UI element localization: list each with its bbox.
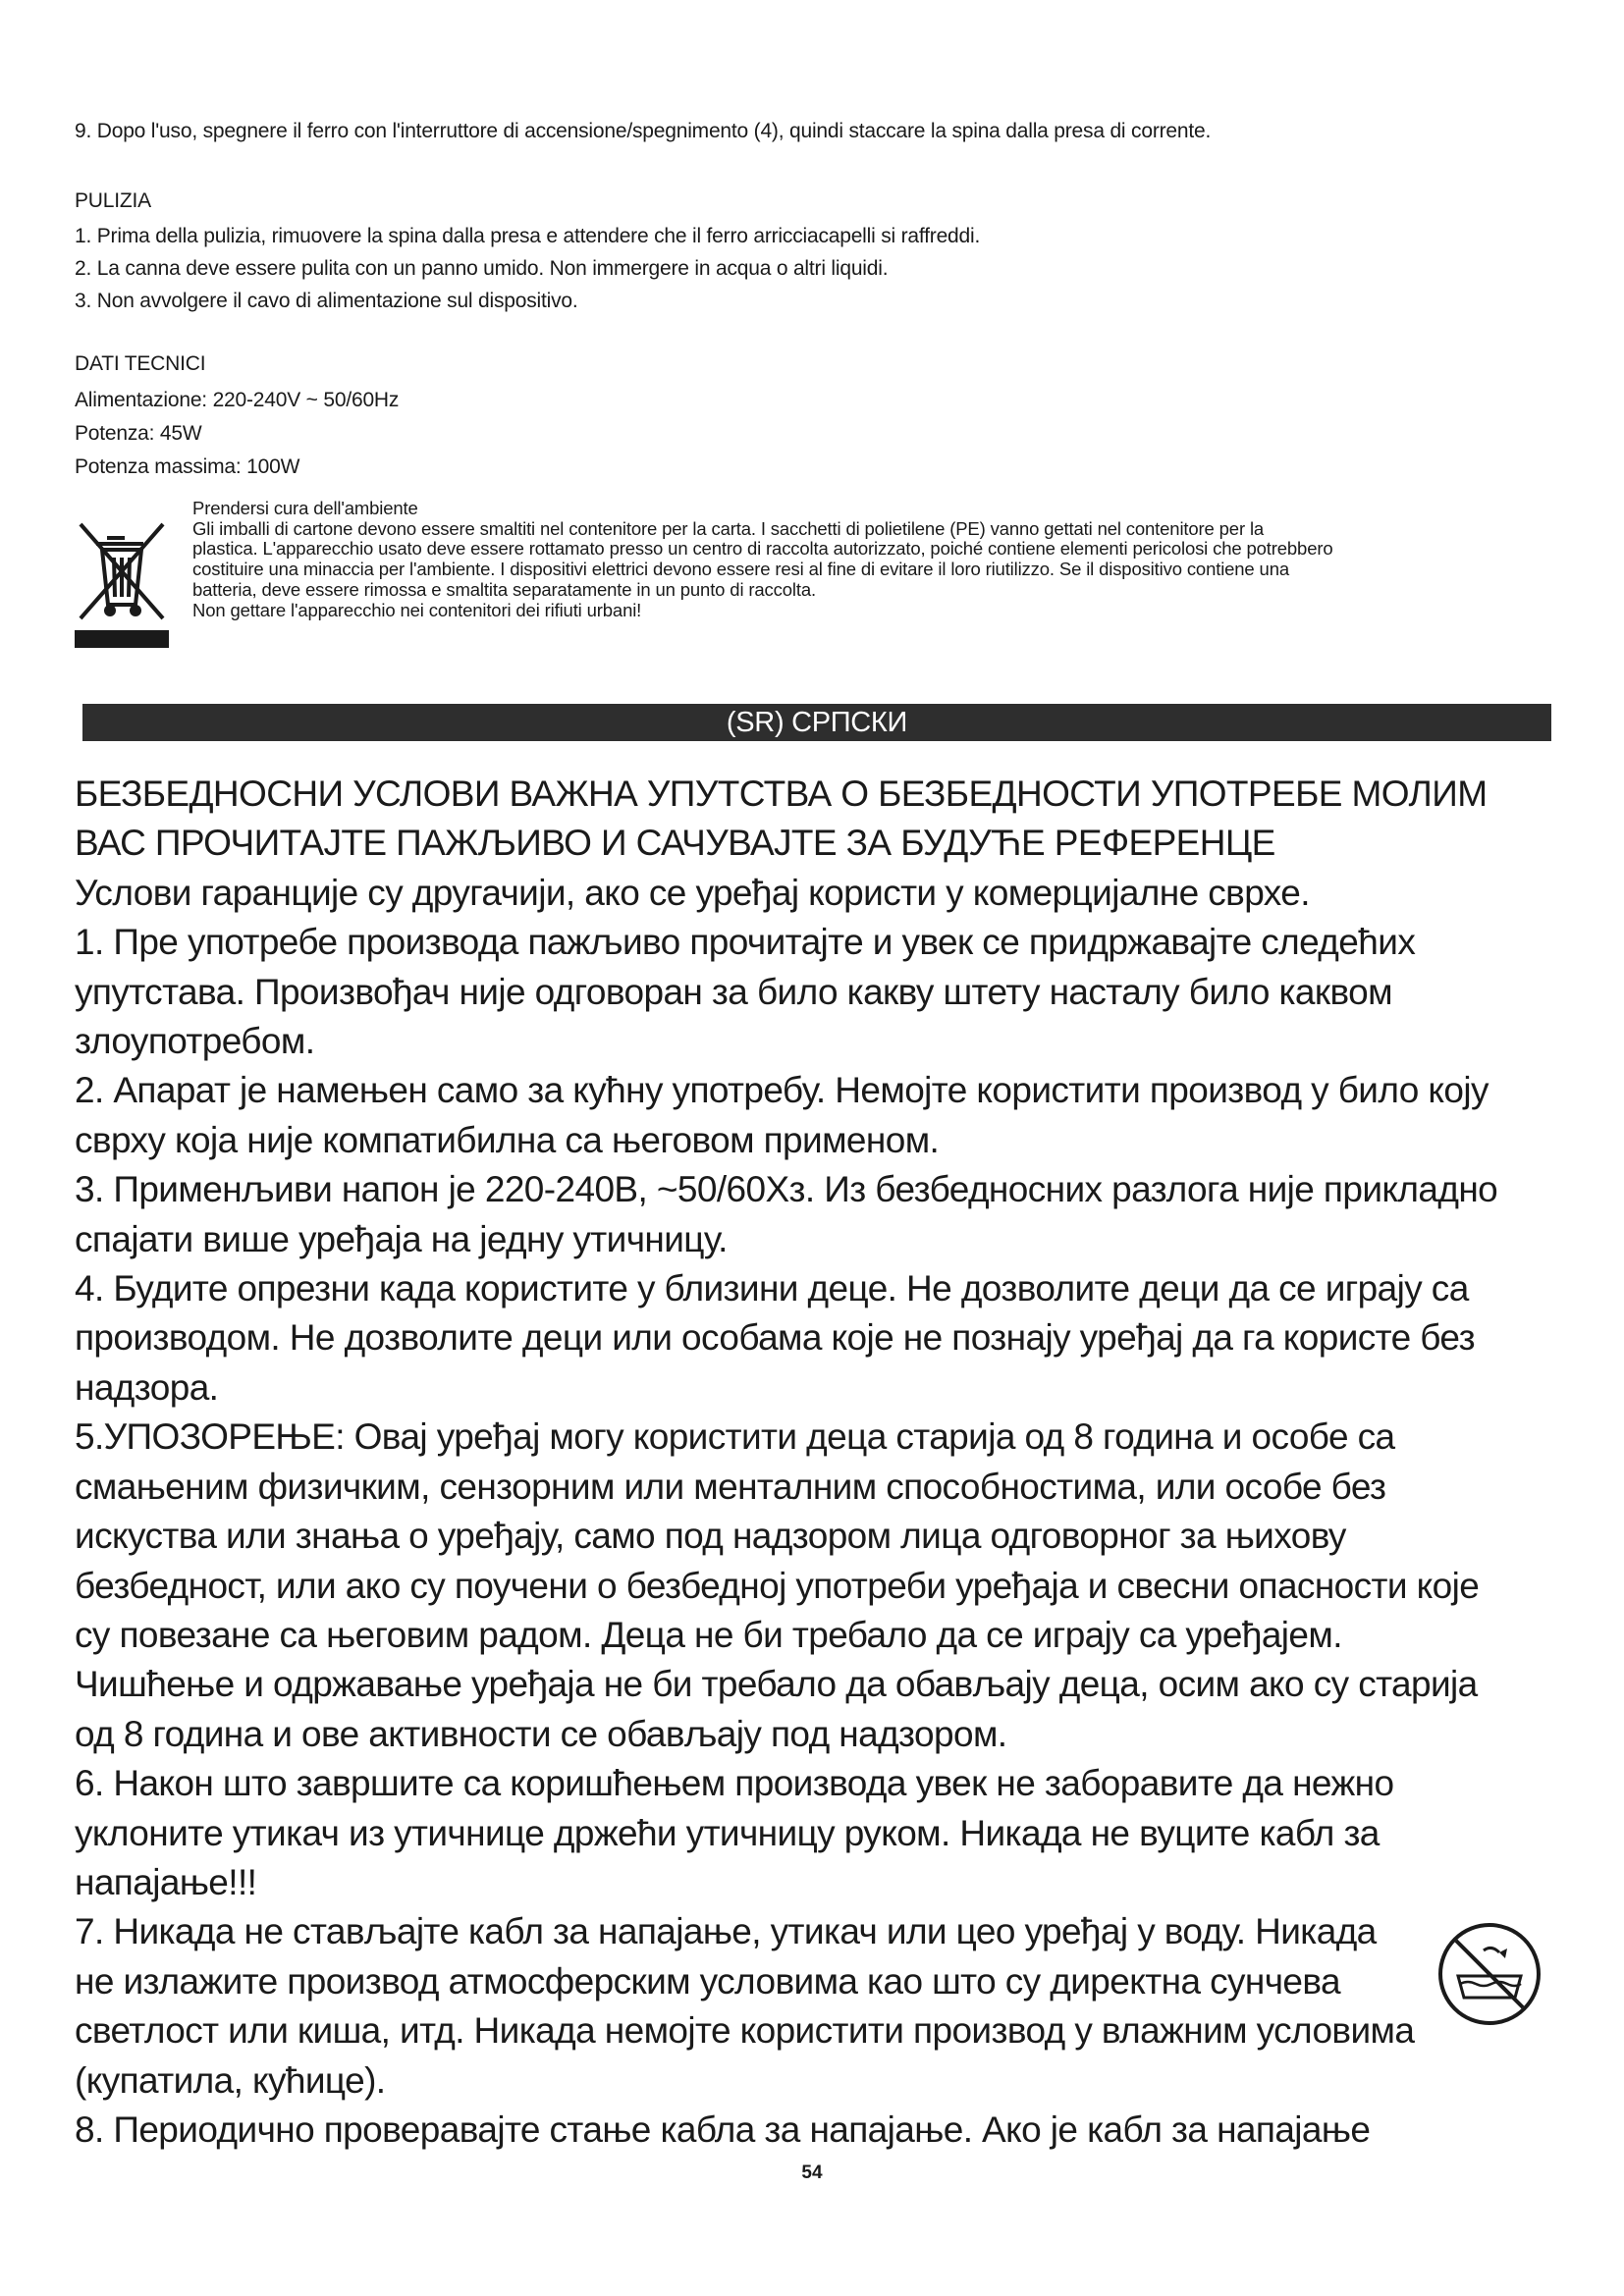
instruction-line: злоупотребом. xyxy=(75,1021,315,1062)
instruction-line: су повезане са његовим радом. Деца не би требало да се играју са уређајем. xyxy=(75,1614,1342,1655)
instruction-line: надзора. xyxy=(75,1366,219,1408)
environment-line: costituire una minaccia per l'ambiente. I dispositivi elettrici devono essere resi al fine di evitare il loro riutilizzo. Se il dispositivo contiene una xyxy=(192,559,1289,580)
instruction-line: од 8 година и ове активности се обављају под надзором. xyxy=(75,1713,1007,1754)
environment-notice xyxy=(192,499,1567,620)
instruction-line: упутстава. Произвођач није одговоран за било какву штету насталу било каквом xyxy=(75,971,1392,1012)
environment-line: Gli imballi di cartone devono essere smaltiti nel contenitore per la carta. I sacchetti di polietilene (PE) vanno gettati nel contenitore per la xyxy=(192,517,1265,539)
environment-title: Prendersi cura dell'ambiente xyxy=(192,498,418,518)
instruction-line: 5.УПОЗОРЕЊЕ: Овај уређај могу користити деца старија од 8 година и особе са xyxy=(75,1416,1395,1458)
serbian-safety-text xyxy=(75,770,1567,2155)
instruction-line: 7. Никада не стављајте кабл за напајање, утикач или цео уређај у воду. Никада xyxy=(75,1911,1377,1952)
page-number: 54 xyxy=(801,2163,823,2183)
instruction-line: светлост или киша, итд. Никада немојте користити производ у влажним условима xyxy=(75,2010,1415,2052)
instruction-line: 4. Будите опрезни када користите у близини деце. Не дозволите деци да се играју са xyxy=(75,1268,1469,1309)
instruction-line: Чишћење и одржавање уређаја не би требало да обављају деца, осим ако су старија xyxy=(75,1664,1478,1705)
cleaning-item: 1. Prima della pulizia, rimuovere la spina dalla presa e attendere che il ferro arricciacapelli si raffreddi. xyxy=(75,225,981,247)
instruction-line: 8. Периодично проверавајте стање кабла за напајање. Ако је кабл за напајање xyxy=(75,2109,1371,2150)
no-water-immersion-icon xyxy=(1435,1919,1544,2029)
step-9-text: 9. Dopo l'uso, spegnere il ferro con l'interruttore di accensione/spegnimento (4), quindi staccare la spina dalla presa di corrente. xyxy=(75,120,1212,142)
instruction-line: 3. Применљиви напон је 220-240В, ~50/60Хз. Из безбедносних разлога није прикладно xyxy=(75,1169,1498,1210)
instruction-line: (купатила, кућице). xyxy=(75,2059,386,2101)
safety-heading-line: ВАС ПРОЧИТАЈТЕ ПАЖЉИВО И САЧУВАЈТЕ ЗА БУДУЋЕ РЕФЕРЕНЦЕ xyxy=(75,823,1275,864)
instruction-line: напајање!!! xyxy=(75,1861,257,1902)
instruction-line: спајати више уређаја на једну утичницу. xyxy=(75,1218,728,1259)
instruction-line: искуства или знања о уређају, само под надзором лица одговорног за њихову xyxy=(75,1516,1346,1557)
environment-line: Non gettare l'apparecchio nei contenitori dei rifiuti urbani! xyxy=(192,599,642,620)
cleaning-title: PULIZIA xyxy=(75,189,151,212)
cleaning-item: 2. La canna deve essere pulita con un panno umido. Non immergere in acqua o altri liquidi. xyxy=(75,257,889,280)
tech-data-item: Potenza: 45W xyxy=(75,422,202,445)
crossed-out-wheelie-bin-icon xyxy=(75,520,169,652)
instruction-line: сврху која није компатибилна са његовом применом. xyxy=(75,1119,940,1160)
instruction-line: 1. Пре употребе производа пажљиво прочитајте и увек се придржавајте следећих xyxy=(75,922,1416,963)
tech-data-item: Potenza massima: 100W xyxy=(75,455,300,478)
tech-data-title: DATI TECNICI xyxy=(75,352,206,375)
language-section-header: (SR) СРПСКИ xyxy=(82,704,1551,741)
instruction-line: смањеним физичким, сензорним или менталним способностима, или особе без xyxy=(75,1466,1386,1507)
tech-data-item: Alimentazione: 220-240V ~ 50/60Hz xyxy=(75,389,400,411)
cleaning-item: 3. Non avvolgere il cavo di alimentazione sul dispositivo. xyxy=(75,290,578,312)
environment-line: plastica. L'apparecchio usato deve essere rottamato presso un centro di raccolta autorizzato, poiché contiene elementi pericolosi che potrebbero xyxy=(192,538,1333,560)
instruction-line: 2. Апарат је намењен само за кућну употребу. Немојте користити производ у било коју xyxy=(75,1070,1489,1111)
instruction-line: безбедност, или ако су поучени о безбедној употреби уређаја и свесни опасности које xyxy=(75,1565,1480,1606)
warranty-line: Услови гаранције су другачији, ако се уређај користи у комерцијалне сврхе. xyxy=(75,872,1310,913)
environment-line: batteria, deve essere rimossa e smaltita separatamente in un punto di raccolta. xyxy=(192,578,816,600)
safety-heading-line: БЕЗБЕДНОСНИ УСЛОВИ ВАЖНА УПУТСТВА О БЕЗБЕДНОСТИ УПОТРЕБЕ МОЛИМ xyxy=(75,774,1488,814)
instruction-line: производом. Не дозволите деци или особама које не познају уређај да га користе без xyxy=(75,1317,1475,1359)
instruction-line: не излажите производ атмосферским условима као што су директна сунчева xyxy=(75,1960,1341,2002)
instruction-line: уклоните утикач из утичнице држећи утичницу руком. Никада не вуците кабл за xyxy=(75,1812,1380,1853)
instruction-line: 6. Након што завршите са коришћењем производа увек не заборавите да нежно xyxy=(75,1763,1394,1804)
